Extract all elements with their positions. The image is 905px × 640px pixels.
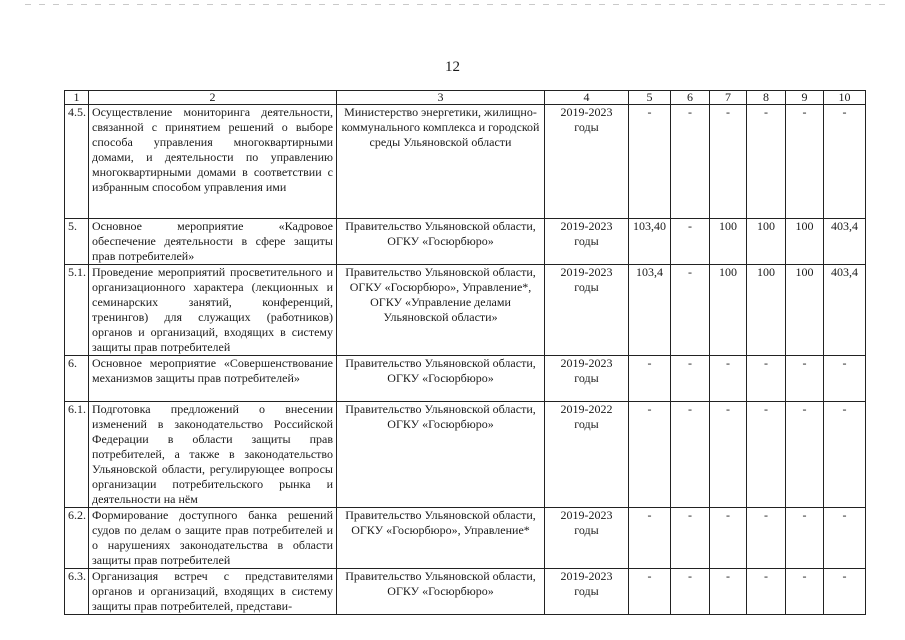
- header-cell: 7: [710, 91, 747, 105]
- row-value-col6: -: [671, 265, 710, 356]
- row-value-col10: 403,4: [824, 265, 866, 356]
- row-description: Подготовка предложений о внесении изменений в законодательство Российской Федерации в области защиты прав потребителей, а также в законодательство Ульяновской области, регулирующее вопросы организации потребительского рынка и деятельности на нём: [89, 402, 337, 508]
- row-value-col8: 100: [747, 265, 786, 356]
- row-number: 5.: [65, 219, 89, 265]
- table-row: [65, 402, 866, 508]
- row-period: 2019-2023 годы: [545, 569, 629, 615]
- table-row: [65, 105, 866, 219]
- row-number: 6.: [65, 356, 89, 402]
- row-description: Организация встреч с представителями органов и организаций, входящих в систему защиты прав потребителей, представи-: [89, 569, 337, 615]
- scan-artifact-line: [25, 4, 885, 5]
- program-table: [64, 90, 866, 615]
- row-description: Осуществление мониторинга деятельности, связанной с принятием решений о выборе способа управления многоквартирными домами, и деятельности по управлению многоквартирными домами в соответствии с избранным способом управления ими: [89, 105, 337, 219]
- row-value-col5: -: [629, 402, 671, 508]
- row-value-col8: -: [747, 105, 786, 219]
- row-value-col6: -: [671, 356, 710, 402]
- row-period: 2019-2023 годы: [545, 508, 629, 569]
- row-value-col9: -: [786, 356, 824, 402]
- row-number: 6.2.: [65, 508, 89, 569]
- row-executor: Правительство Ульяновской области, ОГКУ «Госюрбюро», Управление*, ОГКУ «Управление делами Ульяновской области»: [337, 265, 545, 356]
- row-value-col9: -: [786, 508, 824, 569]
- row-executor: Правительство Ульяновской области, ОГКУ «Госюрбюро»: [337, 402, 545, 508]
- row-value-col9: -: [786, 402, 824, 508]
- row-value-col5: -: [629, 508, 671, 569]
- row-value-col9: -: [786, 569, 824, 615]
- row-value-col6: -: [671, 219, 710, 265]
- row-value-col7: 100: [710, 219, 747, 265]
- header-cell: 5: [629, 91, 671, 105]
- row-executor: Правительство Ульяновской области, ОГКУ «Госюрбюро»: [337, 569, 545, 615]
- row-value-col7: -: [710, 508, 747, 569]
- row-period: 2019-2023 годы: [545, 219, 629, 265]
- row-value-col6: -: [671, 402, 710, 508]
- row-value-col5: 103,40: [629, 219, 671, 265]
- row-value-col8: -: [747, 508, 786, 569]
- row-executor: Правительство Ульяновской области, ОГКУ «Госюрбюро», Управление*: [337, 508, 545, 569]
- row-number: 4.5.: [65, 105, 89, 219]
- row-value-col6: -: [671, 508, 710, 569]
- row-value-col6: -: [671, 105, 710, 219]
- row-value-col7: -: [710, 356, 747, 402]
- row-period: 2019-2023 годы: [545, 265, 629, 356]
- row-executor: Министерство энергетики, жилищно-коммунального комплекса и городской среды Ульяновской области: [337, 105, 545, 219]
- page-number: 12: [445, 59, 460, 75]
- row-value-col7: -: [710, 402, 747, 508]
- row-description: Основное мероприятие «Кадровое обеспечение деятельности в сфере защиты прав потребителей»: [89, 219, 337, 265]
- header-cell: 3: [337, 91, 545, 105]
- row-value-col7: -: [710, 569, 747, 615]
- row-period: 2019-2023 годы: [545, 105, 629, 219]
- header-cell: 4: [545, 91, 629, 105]
- row-value-col10: -: [824, 569, 866, 615]
- row-value-col5: -: [629, 569, 671, 615]
- row-value-col8: -: [747, 569, 786, 615]
- row-value-col5: -: [629, 356, 671, 402]
- row-period: 2019-2023 годы: [545, 356, 629, 402]
- header-row: [65, 91, 866, 105]
- table-row: [65, 265, 866, 356]
- row-value-col7: 100: [710, 265, 747, 356]
- table-row: [65, 356, 866, 402]
- row-value-col5: 103,4: [629, 265, 671, 356]
- row-number: 6.3.: [65, 569, 89, 615]
- table-row: [65, 508, 866, 569]
- row-value-col10: 403,4: [824, 219, 866, 265]
- row-description: Проведение мероприятий просветительного и организационного характера (лекционных и семинарских занятий, конференций, тренингов) для служащих (работников) органов и организаций, входящих в систему защиты прав потребителей: [89, 265, 337, 356]
- row-value-col5: -: [629, 105, 671, 219]
- row-value-col10: -: [824, 402, 866, 508]
- header-cell: 2: [89, 91, 337, 105]
- row-value-col9: -: [786, 105, 824, 219]
- row-number: 6.1.: [65, 402, 89, 508]
- table-row: [65, 219, 866, 265]
- header-cell: 1: [65, 91, 89, 105]
- row-executor: Правительство Ульяновской области, ОГКУ «Госюрбюро»: [337, 356, 545, 402]
- row-value-col10: -: [824, 105, 866, 219]
- row-value-col7: -: [710, 105, 747, 219]
- row-value-col9: 100: [786, 219, 824, 265]
- row-value-col6: -: [671, 569, 710, 615]
- header-cell: 9: [786, 91, 824, 105]
- row-period: 2019-2022 годы: [545, 402, 629, 508]
- header-cell: 10: [824, 91, 866, 105]
- row-description: Основное мероприятие «Совершенствование механизмов защиты прав потребителей»: [89, 356, 337, 402]
- row-value-col8: -: [747, 402, 786, 508]
- row-value-col8: 100: [747, 219, 786, 265]
- header-cell: 8: [747, 91, 786, 105]
- row-executor: Правительство Ульяновской области, ОГКУ «Госюрбюро»: [337, 219, 545, 265]
- table-row: [65, 569, 866, 615]
- row-value-col9: 100: [786, 265, 824, 356]
- row-value-col10: -: [824, 356, 866, 402]
- row-number: 5.1.: [65, 265, 89, 356]
- row-description: Формирование доступного банка решений судов по делам о защите прав потребителей и о нарушениях законодательства в области защиты прав потребителей: [89, 508, 337, 569]
- header-cell: 6: [671, 91, 710, 105]
- row-value-col8: -: [747, 356, 786, 402]
- row-value-col10: -: [824, 508, 866, 569]
